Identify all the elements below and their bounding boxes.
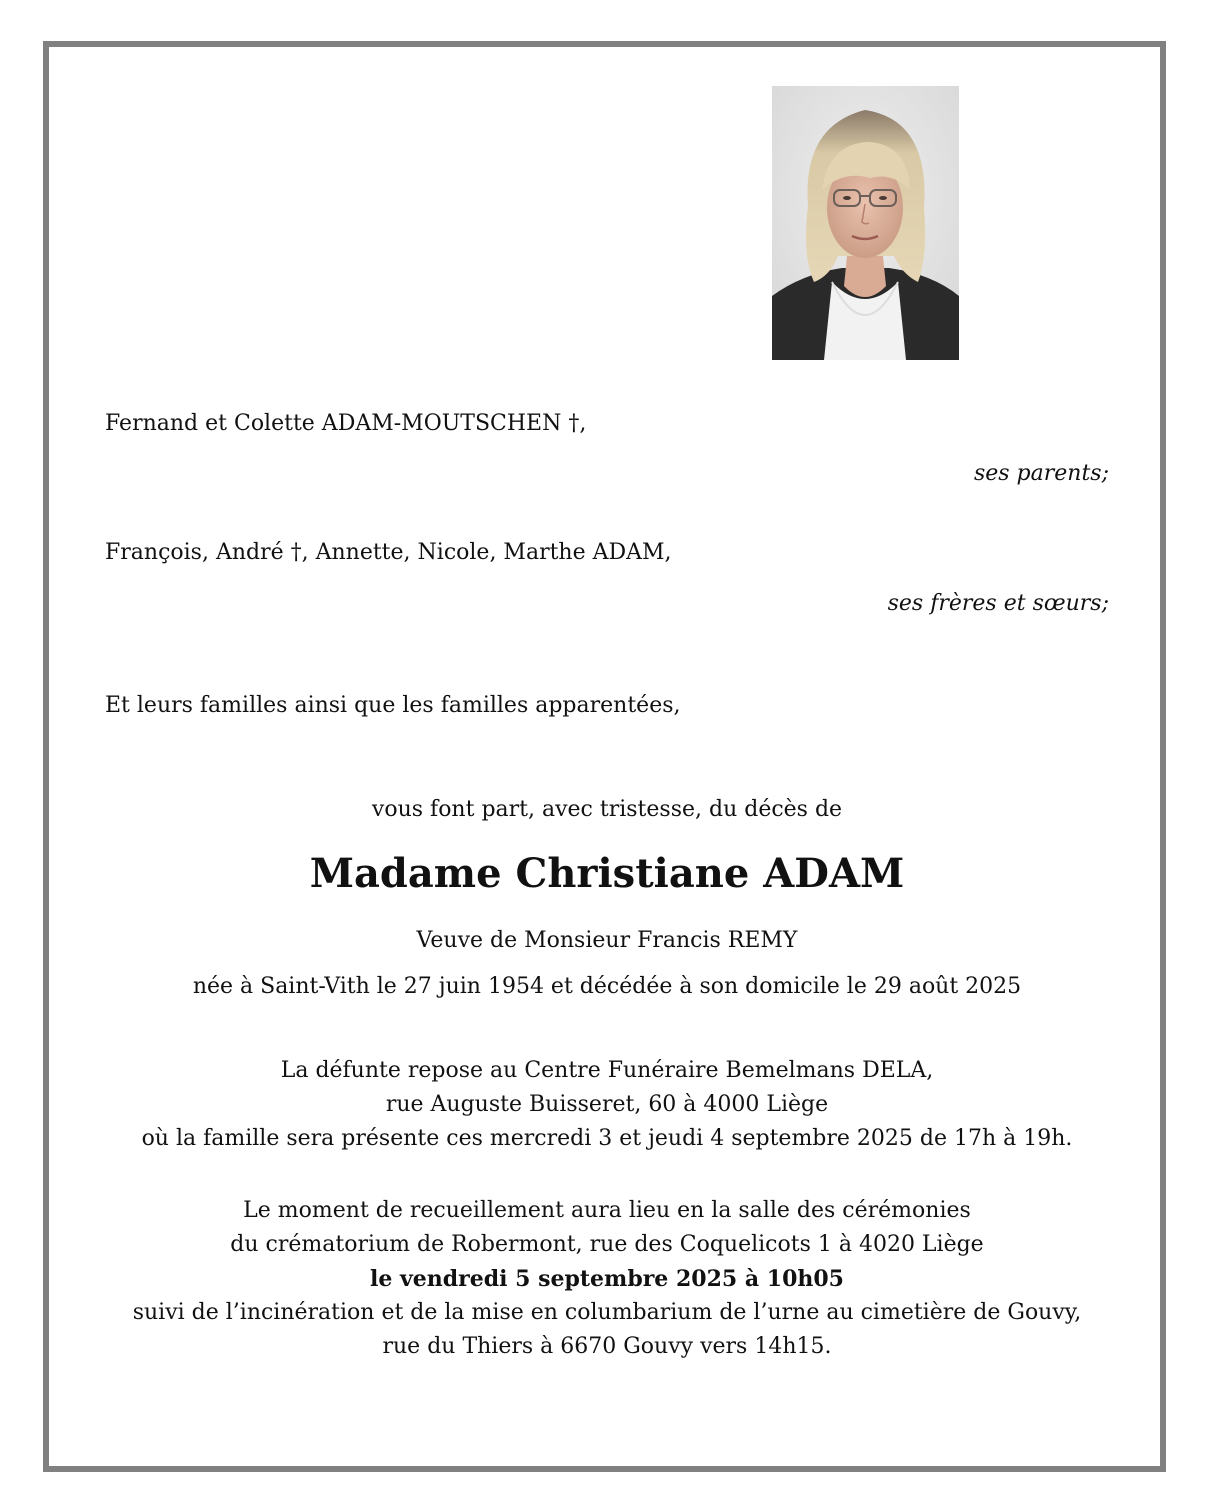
ceremony-date: le vendredi 5 septembre 2025 à 10h05	[370, 1266, 844, 1292]
portrait-photo	[772, 86, 959, 360]
families-line: Et leurs familles ainsi que les familles apparentées,	[105, 693, 681, 718]
parents-relation: ses parents;	[973, 461, 1109, 486]
widow-line: Veuve de Monsieur Francis REMY	[416, 928, 798, 953]
parents-names: Fernand et Colette ADAM-MOUTSCHEN †,	[105, 411, 587, 436]
announcement-line: vous font part, avec tristesse, du décès de	[371, 797, 843, 822]
deceased-name: Madame Christiane ADAM	[309, 850, 905, 897]
siblings-names: François, André †, Annette, Nicole, Marthe ADAM,	[105, 540, 672, 565]
ceremony-line-4: rue du Thiers à 6670 Gouvy vers 14h15.	[382, 1334, 832, 1359]
repose-line-3: où la famille sera présente ces mercredi 3 et jeudi 4 septembre 2025 de 17h à 19h.	[141, 1126, 1073, 1151]
repose-line-1: La défunte repose au Centre Funéraire Bemelmans DELA,	[280, 1058, 934, 1083]
birth-death-line: née à Saint-Vith le 27 juin 1954 et décédée à son domicile le 29 août 2025	[192, 974, 1022, 999]
ceremony-line-3: suivi de l’incinération et de la mise en columbarium de l’urne au cimetière de Gouvy,	[132, 1300, 1082, 1325]
repose-line-2: rue Auguste Buisseret, 60 à 4000 Liège	[385, 1092, 829, 1117]
ceremony-block	[0, 1194, 1214, 1364]
repose-block	[0, 1054, 1214, 1156]
siblings-relation: ses frères et sœurs;	[887, 591, 1109, 616]
ceremony-line-1: Le moment de recueillement aura lieu en la salle des cérémonies	[243, 1198, 971, 1223]
ceremony-line-2: du crématorium de Robermont, rue des Coquelicots 1 à 4020 Liège	[230, 1232, 984, 1257]
